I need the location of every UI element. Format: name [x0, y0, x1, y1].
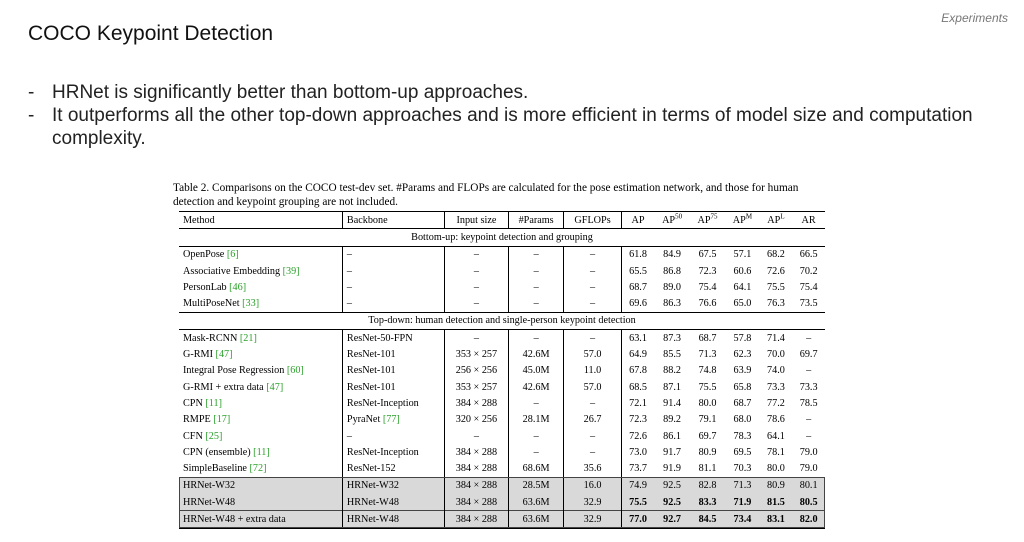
cell-gflops: –: [564, 263, 621, 279]
cell-method: RMPE [17]: [179, 412, 342, 428]
header-ap50: AP$^{50}$: [654, 212, 689, 229]
cell-ap75: 80.0: [698, 397, 717, 409]
cell-ap50: 86.8: [663, 265, 681, 277]
header-ap75: AP$^{75}$: [690, 212, 725, 229]
cell-ap: 74.9: [621, 477, 654, 494]
header-method: Method: [179, 212, 342, 229]
header-ap: AP: [621, 212, 654, 229]
citation-ref: [47]: [215, 349, 233, 361]
cell-ap50: 92.5: [654, 477, 689, 494]
cell-gflops: 32.9: [564, 511, 621, 528]
table-row: [179, 444, 825, 460]
cell-ap50: 84.9: [663, 249, 681, 261]
cell-backbone: ResNet-152: [342, 460, 444, 477]
cell-backbone: ResNet-Inception: [342, 395, 444, 411]
table-row: [179, 460, 825, 477]
cell-ar: 75.4: [799, 281, 818, 293]
cell-ap75: 72.3: [698, 265, 717, 277]
cell-apl: 64.1: [767, 430, 785, 442]
cell-gflops: 35.6: [564, 460, 621, 477]
section-row-top-down: [179, 312, 825, 329]
cell-ar: 82.0: [792, 511, 825, 528]
section-label: Bottom-up: keypoint detection and grouping: [179, 229, 825, 246]
cell-input: –: [445, 330, 509, 347]
section-row-bottom-up: [179, 229, 825, 246]
cell-params: 45.0M: [508, 363, 564, 379]
cell-ap50: 92.7: [654, 511, 689, 528]
bottom-up-group: [179, 229, 825, 312]
cell-ap50: 89.2: [663, 414, 681, 426]
cell-ap75: 76.6: [690, 295, 725, 312]
table-row: [179, 494, 825, 511]
section-tag: Experiments: [941, 11, 1008, 25]
cell-params: –: [508, 246, 564, 263]
cell-ar: –: [806, 332, 812, 344]
cell-apm: 65.0: [725, 295, 759, 312]
cell-input: –: [445, 246, 509, 263]
cell-gflops: 57.0: [564, 379, 621, 395]
header-ar: AR: [792, 212, 825, 229]
cell-apl: 75.5: [767, 281, 785, 293]
bullet-item: - HRNet is significantly better than bottom-up approaches.: [28, 82, 529, 103]
cell-input: 384 × 288: [445, 494, 509, 511]
cell-ar: 69.7: [799, 349, 818, 361]
cell-ap50: 91.7: [663, 446, 681, 458]
cell-apl: 74.0: [767, 365, 785, 377]
cell-input: 320 × 256: [445, 412, 509, 428]
cell-apl: 73.3: [767, 381, 785, 393]
cell-method: CPN [11]: [179, 395, 342, 411]
cell-ap50: 85.5: [663, 349, 681, 361]
cell-method: MultiPoseNet [33]: [179, 295, 342, 312]
cell-ap75: 82.8: [690, 477, 725, 494]
cell-ap: 75.5: [621, 494, 654, 511]
cell-ap50: 88.2: [663, 365, 681, 377]
cell-apl: 70.0: [767, 349, 785, 361]
cell-ap: 73.0: [629, 446, 647, 458]
cell-apm: 62.3: [733, 349, 752, 361]
cell-params: –: [508, 279, 564, 295]
header-apm: $AP^M$: [725, 212, 759, 229]
cell-input: 353 × 257: [445, 379, 509, 395]
cell-params: –: [508, 263, 564, 279]
cell-ap: 72.6: [629, 430, 647, 442]
bullet-text: It outperforms all the other top-down approaches and is more efficient in terms of model size and computation complexity.: [52, 105, 973, 149]
results-table: [179, 211, 825, 529]
cell-ap75: 83.3: [690, 494, 725, 511]
cell-params: 68.6M: [508, 460, 564, 477]
cell-ap: 73.7: [621, 460, 654, 477]
cell-input: 384 × 288: [445, 460, 509, 477]
table-row: [179, 428, 825, 444]
results-table-figure: [173, 181, 833, 529]
header-gflops: GFLOPs: [564, 212, 621, 229]
cell-gflops: –: [564, 395, 621, 411]
cell-ap: 69.6: [621, 295, 654, 312]
cell-apm: 73.4: [725, 511, 759, 528]
table-row: [179, 379, 825, 395]
cell-input: –: [445, 279, 509, 295]
top-down-group: [179, 312, 825, 477]
cell-ar: –: [806, 414, 812, 426]
cell-method: SimpleBaseline [72]: [179, 460, 342, 477]
cell-params: 28.5M: [508, 477, 564, 494]
cell-ap50: 92.5: [654, 494, 689, 511]
cell-input: 353 × 257: [445, 346, 509, 362]
citation-ref: [25]: [205, 430, 223, 442]
header-backbone: Backbone: [342, 212, 444, 229]
table-row: [179, 279, 825, 295]
cell-ap75: 75.4: [698, 281, 717, 293]
citation-ref: [46]: [229, 281, 247, 293]
cell-gflops: –: [564, 330, 621, 347]
cell-gflops: 16.0: [564, 477, 621, 494]
cell-ap: 67.8: [629, 365, 647, 377]
hrnet-group: [179, 477, 825, 528]
cell-ap75: 75.5: [698, 381, 717, 393]
cell-ap: 77.0: [621, 511, 654, 528]
cell-ar: 79.0: [792, 460, 825, 477]
cell-backbone: HRNet-W32: [342, 477, 444, 494]
header-input-size: Input size: [445, 212, 509, 229]
cell-ap50: 87.3: [663, 332, 681, 344]
cell-backbone: –: [342, 279, 444, 295]
cell-method: PersonLab [46]: [179, 279, 342, 295]
cell-ar: 80.1: [792, 477, 825, 494]
cell-params: 42.6M: [508, 346, 564, 362]
citation-ref: [21]: [239, 332, 257, 344]
cell-backbone: –: [342, 246, 444, 263]
cell-params: –: [508, 428, 564, 444]
cell-apm: 64.1: [733, 281, 752, 293]
cell-apl: 78.6: [767, 414, 785, 426]
cell-backbone: HRNet-W48: [342, 511, 444, 528]
cell-ap: 72.3: [629, 414, 647, 426]
cell-ap75: 74.8: [698, 365, 717, 377]
cell-method: HRNet-W32: [179, 477, 342, 494]
table-header-row: [179, 212, 825, 229]
cell-params: –: [508, 444, 564, 460]
cell-apm: 65.8: [733, 381, 752, 393]
cell-params: 63.6M: [508, 511, 564, 528]
cell-apm: 69.5: [733, 446, 752, 458]
slide-title: COCO Keypoint Detection: [28, 22, 274, 45]
cell-ap75: 79.1: [698, 414, 717, 426]
table-row: [179, 263, 825, 279]
cell-apm: 68.7: [733, 397, 752, 409]
cell-ap75: 81.1: [690, 460, 725, 477]
cell-backbone: –: [342, 428, 444, 444]
table-row: [179, 363, 825, 379]
cell-backbone: ResNet-101: [342, 379, 444, 395]
cell-gflops: 26.7: [564, 412, 621, 428]
cell-method: G-RMI + extra data [47]: [179, 379, 342, 395]
cell-gflops: –: [564, 295, 621, 312]
table-row: [179, 395, 825, 411]
cell-ap50: 91.4: [663, 397, 681, 409]
cell-apm: 78.3: [733, 430, 752, 442]
cell-method: CFN [25]: [179, 428, 342, 444]
cell-input: 384 × 288: [445, 477, 509, 494]
cell-ap50: 86.1: [663, 430, 681, 442]
cell-apm: 63.9: [733, 365, 752, 377]
section-label: Top-down: human detection and single-person keypoint detection: [179, 312, 825, 329]
cell-apl: 77.2: [767, 397, 785, 409]
cell-apm: 57.8: [733, 332, 752, 344]
cell-method: CPN (ensemble) [11]: [179, 444, 342, 460]
cell-params: 63.6M: [508, 494, 564, 511]
cell-backbone: PyraNet [77]: [342, 412, 444, 428]
cell-gflops: –: [564, 246, 621, 263]
cell-ar: 80.5: [792, 494, 825, 511]
cell-gflops: 32.9: [564, 494, 621, 511]
cell-ap50: 89.0: [663, 281, 681, 293]
cell-ar: 66.5: [799, 249, 818, 261]
cell-params: –: [508, 295, 564, 312]
citation-ref: [6]: [226, 249, 239, 261]
table-row: [179, 295, 825, 312]
cell-ap75: 69.7: [698, 430, 717, 442]
citation-ref: [72]: [249, 463, 267, 475]
bullet-item: - It outperforms all the other top-down approaches and is more efficient in terms of model size and computation complexity.: [28, 105, 973, 149]
cell-apl: 68.2: [767, 249, 785, 261]
table-row: [179, 511, 825, 528]
cell-apm: 68.0: [733, 414, 752, 426]
cell-apm: 57.1: [733, 249, 752, 261]
citation-ref: [39]: [282, 265, 300, 277]
cell-ap: 61.8: [629, 249, 647, 261]
cell-ap75: 80.9: [698, 446, 717, 458]
cell-ar: 79.0: [799, 446, 818, 458]
citation-ref: [60]: [286, 365, 304, 377]
cell-params: 28.1M: [508, 412, 564, 428]
cell-ar: –: [806, 365, 812, 377]
citation-ref: [33]: [242, 298, 260, 310]
cell-input: 384 × 288: [445, 511, 509, 528]
cell-gflops: –: [564, 279, 621, 295]
cell-apl: 71.4: [767, 332, 785, 344]
cell-ap: 64.9: [629, 349, 647, 361]
header-params: #Params: [508, 212, 564, 229]
table-row: [179, 330, 825, 347]
cell-method: Integral Pose Regression [60]: [179, 363, 342, 379]
citation-ref: [47]: [266, 381, 284, 393]
table-row: [179, 477, 825, 494]
cell-backbone: ResNet-50-FPN: [342, 330, 444, 347]
cell-ap50: 91.9: [654, 460, 689, 477]
cell-gflops: 11.0: [564, 363, 621, 379]
citation-ref: [77]: [382, 414, 400, 426]
cell-apm: 71.9: [725, 494, 759, 511]
cell-input: –: [445, 428, 509, 444]
table-caption: Table 2. Comparisons on the COCO test-dev set. #Params and FLOPs are calculated for the pose estimation network, and those for human detection and keypoint grouping are not included.: [173, 182, 799, 208]
cell-ap75: 68.7: [698, 332, 717, 344]
cell-backbone: –: [342, 295, 444, 312]
cell-input: –: [445, 263, 509, 279]
cell-ar: 70.2: [799, 265, 818, 277]
cell-backbone: ResNet-101: [342, 363, 444, 379]
cell-backbone: ResNet-Inception: [342, 444, 444, 460]
cell-ap75: 67.5: [698, 249, 717, 261]
cell-apl: 81.5: [760, 494, 793, 511]
cell-params: 42.6M: [508, 379, 564, 395]
cell-ap75: 84.5: [690, 511, 725, 528]
cell-method: OpenPose [6]: [179, 246, 342, 263]
cell-apm: 60.6: [733, 265, 752, 277]
cell-ar: 78.5: [799, 397, 818, 409]
cell-ap: 63.1: [629, 332, 647, 344]
cell-params: –: [508, 395, 564, 411]
cell-ap50: 87.1: [663, 381, 681, 393]
citation-ref: [17]: [213, 414, 231, 426]
cell-backbone: ResNet-101: [342, 346, 444, 362]
cell-backbone: HRNet-W48: [342, 494, 444, 511]
citation-ref: [11]: [253, 446, 270, 458]
table-row: [179, 412, 825, 428]
citation-ref: [11]: [205, 397, 222, 409]
cell-apl: 76.3: [760, 295, 793, 312]
cell-method: HRNet-W48 + extra data: [179, 511, 342, 528]
cell-ar: 73.3: [799, 381, 818, 393]
cell-input: 384 × 288: [445, 395, 509, 411]
cell-ap50: 86.3: [654, 295, 689, 312]
cell-apl: 80.9: [760, 477, 793, 494]
cell-ap: 72.1: [629, 397, 647, 409]
cell-gflops: –: [564, 428, 621, 444]
table-row: [179, 246, 825, 263]
cell-method: Associative Embedding [39]: [179, 263, 342, 279]
cell-ap: 68.5: [629, 381, 647, 393]
cell-backbone: –: [342, 263, 444, 279]
cell-input: 256 × 256: [445, 363, 509, 379]
cell-apm: 71.3: [725, 477, 759, 494]
cell-method: HRNet-W48: [179, 494, 342, 511]
cell-apl: 78.1: [767, 446, 785, 458]
bullet-text: HRNet is significantly better than bottom-up approaches.: [52, 82, 529, 103]
cell-gflops: –: [564, 444, 621, 460]
cell-apl: 83.1: [760, 511, 793, 528]
header-apl: $AP^L$: [760, 212, 793, 229]
cell-ap: 65.5: [629, 265, 647, 277]
table-row: [179, 346, 825, 362]
cell-input: 384 × 288: [445, 444, 509, 460]
cell-apm: 70.3: [725, 460, 759, 477]
cell-input: –: [445, 295, 509, 312]
cell-method: G-RMI [47]: [179, 346, 342, 362]
cell-params: –: [508, 330, 564, 347]
cell-gflops: 57.0: [564, 346, 621, 362]
cell-method: Mask-RCNN [21]: [179, 330, 342, 347]
cell-apl: 80.0: [760, 460, 793, 477]
cell-ar: 73.5: [792, 295, 825, 312]
bullet-list: [28, 81, 1003, 150]
cell-ap: 68.7: [629, 281, 647, 293]
cell-apl: 72.6: [767, 265, 785, 277]
cell-ar: –: [806, 430, 812, 442]
cell-ap75: 71.3: [698, 349, 717, 361]
